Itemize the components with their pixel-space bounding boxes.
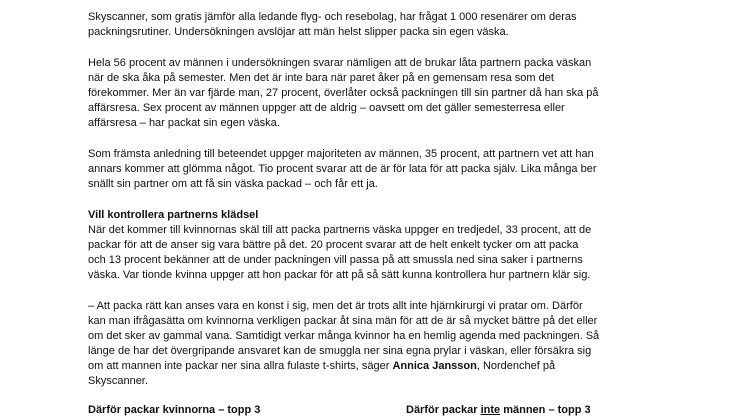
paragraph-women-reasons [88,208,688,283]
text-line [88,359,688,374]
text-line: om det sker av gammal vana. Samtidigt verkar många kvinnor ha en hemlig agenda med packningen. Så [88,330,600,342]
top3-columns [88,403,688,419]
text-segment: , Nordenchef på [476,360,556,372]
text-line: affärsresa – har packat sin egen väska. [88,117,280,129]
paragraph-intro [88,10,688,40]
text-line: väska. Var tionde kvinna uppger att hon packar för att på så sätt kunna kontrollera hur partnern klär sig. [88,269,591,281]
quoted-person-name: Annica Jansson [392,360,477,372]
text-line: och 13 procent bekänner att de under packningen vill passa på att smussla ned sina saker i partnerns [88,254,583,266]
text-line: När det kommer till kvinnornas skäl till att packa partnerns väska uppger en tredjedel, 33 procent, att de [88,224,592,236]
text-line: affärsresa. Sex procent av männen uppger att de aldrig – oavsett om det gäller semesterresa eller [88,102,565,114]
text-line: Som främsta anledning till beteendet uppger majoriteten av männen, 35 procent, att partnern vet att han [88,148,594,160]
text-line: – Att packa rätt kan anses vara en konst i sig, men det är trots allt inte hjärnkirurgi vi pratar om. Därför [88,300,583,312]
text-segment: Därför packar [406,404,481,416]
text-line: förekommer. Mer än var fjärde man, 27 procent, överlåter också packningen till sin partner då han ska på [88,87,599,99]
text-line: packar för att de anser sig vara bättre på det. 20 procent svarar att de helt enkelt tycker om att packa [88,239,579,251]
paragraph-men-statistics [88,56,688,131]
text-line: Skyscanner, som gratis jämför alla ledande flyg- och resebolag, har frågat 1 000 resenärer om deras [88,11,577,23]
article-body [88,10,688,405]
text-line: annars kommer att glömma något. Tio procent svarar att de är för lata för att packa själv. Lika många ber [88,163,597,175]
men-top3-title [406,403,591,418]
text-segment: om att mannen inte packar ner sina allra fulaste t-shirts, säger [88,360,393,372]
text-line: snällt sin partner om att få sin väska packad – och får ett ja. [88,178,378,190]
paragraph-quote [88,299,688,389]
women-top3-title: Därför packar kvinnorna – topp 3 [88,404,261,416]
text-line: Hela 56 procent av männen i undersökningen svarar nämligen att de brukar låta partnern packa väskan [88,57,592,69]
paragraph-reasons [88,147,688,192]
text-line: när de ska åka på semester. Men det är inte bara när paret åker på en gemensam resa som det [88,72,554,84]
section-heading: Vill kontrollera partnerns klädsel [88,209,259,221]
underlined-word: inte [480,404,501,416]
text-line: länge de har det övergripande ansvaret kan de smuggla ner sina egna prylar i väskan, eller försäkra sig [88,345,592,357]
text-line: kan man ifrågasätta om kvinnorna verkligen packar åt sina män för att de är så mycket bättre på det eller [88,315,598,327]
text-segment: männen – topp 3 [500,404,591,416]
text-line: Skyscanner. [88,375,148,387]
text-line: packningsrutiner. Undersökningen avslöjar att män helst slipper packa sin egen väska. [88,26,509,38]
